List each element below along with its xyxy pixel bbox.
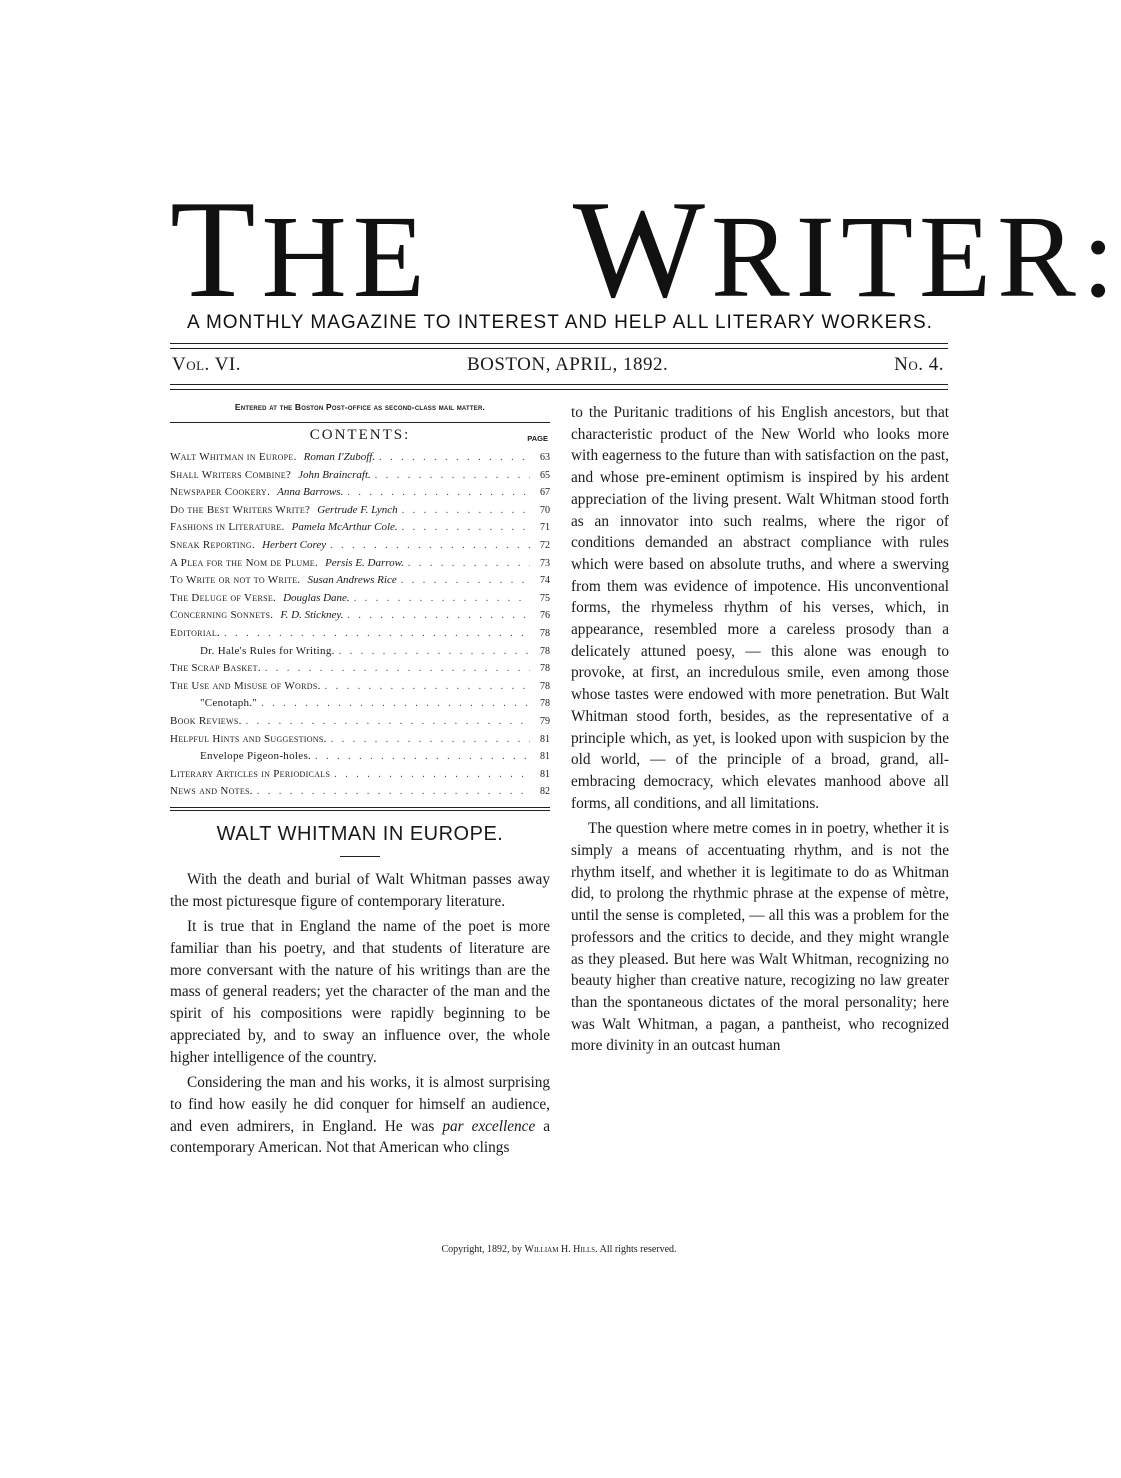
contents-entry-title: Envelope Pigeon-holes. <box>200 750 312 763</box>
contents-entry-author: Gertrude F. Lynch <box>317 503 398 516</box>
contents-entry-title: Concerning Sonnets. <box>170 609 274 622</box>
contents-header <box>170 427 550 449</box>
contents-entry-page: 78 <box>540 645 550 657</box>
contents-entry <box>170 607 550 625</box>
masthead-word-the: HE <box>261 191 431 322</box>
contents-entry-page: 72 <box>540 539 550 551</box>
copyright-notice <box>170 1244 948 1255</box>
article-paragraph: The question where metre comes in in poetry, whether it is simply a means of accentuating rhythm, and is not the rhythm itself, and whether it is legitimate to do as Whitman did, to prolong the rhythmic phrase at the expense of mètre, until the sense is completed, — all this was a problem for the professors and the critics to decide, and they might wrangle as they pleased. But here was Walt Whitman, recognizing no beauty higher than creative nature, recogizing no law greater than the spontaneous dictates of the moral personality; here was Walt Whitman, a pagan, a pantheist, who recognized more divinity in an outcast human <box>571 820 949 1055</box>
contents-entry-page: 78 <box>540 680 550 692</box>
contents-leader-dots <box>330 537 530 555</box>
contents-entry-author: Roman I'Zuboff. <box>303 451 376 463</box>
masthead-rule-top <box>170 343 948 344</box>
paragraph-text: a contemporary American. Not that American who clings <box>170 1117 550 1157</box>
article-title: WALT WHITMAN IN EUROPE. <box>216 822 504 845</box>
contents-entry-author: Susan Andrews Rice <box>307 574 397 587</box>
contents-entry-title: "Cenotaph." <box>200 697 258 710</box>
contents-entry-page: 79 <box>540 715 550 727</box>
contents-leader-dots <box>354 590 530 608</box>
contents-entry-title: Shall Writers Combine? <box>170 468 292 481</box>
contents-entry <box>170 625 550 643</box>
contents-entry-title: The Use and Misuse of Words. <box>170 679 321 692</box>
right-column <box>571 402 949 1057</box>
contents-entry <box>170 660 550 678</box>
contents-entry-author: F. D. Stickney. <box>280 609 344 622</box>
contents-bottom-rule <box>170 807 550 808</box>
issue-rule-bottom-thin <box>170 389 948 390</box>
contents-leader-dots <box>347 484 530 502</box>
article-paragraph: It is true that in England the name of the poet is more familiar than his poetry, and that students of literature are more conversant with the nature of his writings than are the mass of general readers; yet the character of the man and the spirit of his compositions were rapidly beginning to be appreciated by, and to sway an influence over, the whole higher intelligence of the country. <box>170 918 550 1066</box>
contents-entry-page: 71 <box>540 522 550 534</box>
contents-entry-page: 78 <box>540 627 550 639</box>
contents-entry-title: Editorial. <box>170 626 221 639</box>
contents-entry <box>170 467 550 485</box>
contents-entry <box>170 748 550 766</box>
contents-entry-page: 81 <box>540 733 550 745</box>
contents-leader-dots <box>401 572 530 590</box>
contents-leader-dots <box>265 660 530 678</box>
contents-entry-title: Walt Whitman in Europe. <box>170 451 297 463</box>
contents-entry-title: Dr. Hale's Rules for Writing. <box>200 644 335 657</box>
contents-leader-dots <box>375 467 530 485</box>
contents-leader-dots <box>402 502 530 520</box>
paragraph-italic-phrase: par excellence <box>442 1117 536 1135</box>
contents-entry-title: A Plea for the Nom de Plume. <box>170 556 319 569</box>
contents-entry-page: 78 <box>540 663 550 675</box>
article-paragraph <box>170 1072 550 1159</box>
contents-entry-title: Book Reviews. <box>170 714 242 727</box>
contents-entry-page: 67 <box>540 487 550 499</box>
contents-entry <box>170 555 550 573</box>
contents-entry-title: News and Notes. <box>170 785 253 798</box>
masthead-rule-top-thin <box>170 348 948 349</box>
contents-leader-dots <box>224 625 530 643</box>
contents-page-label: PAGE <box>527 434 548 443</box>
left-column <box>170 402 550 1159</box>
contents-entry-page: 63 <box>540 452 550 463</box>
contents-entry-title: The Deluge of Verse. <box>170 591 277 604</box>
contents-entry-page: 74 <box>540 575 550 587</box>
contents-entry <box>170 695 550 713</box>
contents-heading: CONTENTS: <box>309 427 411 443</box>
article-paragraph: to the Puritanic traditions of his English ancestors, but that characteristic product of the New World who looks more with eagerness to the future than with satisfaction on the past, and whose pre-eminent optimism is inspired by his ardent appreciation of the living present. Walt Whitman stood forth as an innovator into such realms, where the rigor of conditions demanded an abstract compliance with rules which were based on absolute truths, and where a swerving from them was evidence of impotence. His unconventional forms, the rhymeless rhythm of his verses, which, in appearance, resembled more a careless prosody than a delicately attuned poesy, — this alone was enough to provoke, at first, an incredulous smile, even among those whose tastes were endowed with more penetration. But Walt Whitman stood forth, besides, as the representative of a principle which, as yet, is looked upon with suspicion by the old world, — of the principle of a broad, grand, all-embracing democracy, which elevates manhood above all forms, all conditions, and all limitations. <box>571 404 949 812</box>
contents-entry-page: 75 <box>540 592 550 604</box>
contents-entry <box>170 783 550 801</box>
entered-notice: Entered at the Boston Post-office as second-class mail matter. <box>234 402 486 412</box>
contents-entry-title: Do the Best Writers Write? <box>170 503 311 516</box>
contents-entry-title: To Write or not to Write. <box>170 574 301 587</box>
contents-leader-dots <box>379 449 530 467</box>
contents-entry <box>170 484 550 502</box>
contents-entry-author: Anna Barrows. <box>277 486 344 499</box>
contents-entry-author: Herbert Corey <box>262 538 327 551</box>
masthead-word-writer: RITER: <box>710 191 1121 322</box>
contents-entry <box>170 713 550 731</box>
contents-entry-page: 70 <box>540 504 550 516</box>
contents-bottom-rule-thin <box>170 810 550 811</box>
contents-entry-page: 76 <box>540 610 550 622</box>
article-title-separator <box>340 856 380 857</box>
masthead-initial-w: W <box>572 172 711 327</box>
contents-entry-author: Pamela McArthur Cole. <box>291 521 398 534</box>
contents-leader-dots <box>246 713 530 731</box>
contents-leader-dots <box>325 678 530 696</box>
contents-entry-page: 78 <box>540 698 550 710</box>
contents-leader-dots <box>339 643 530 661</box>
article-paragraph: With the death and burial of Walt Whitman passes away the most picturesque figure of contemporary literature. <box>170 870 550 910</box>
copyright-text: Copyright, 1892, by <box>441 1244 525 1255</box>
contents-list <box>170 449 550 801</box>
contents-entry <box>170 537 550 555</box>
contents-entry-author: Douglas Dane. <box>283 591 350 604</box>
contents-top-rule <box>170 422 550 423</box>
contents-entry-title: The Scrap Basket. <box>170 662 261 675</box>
contents-entry-title: Sneak Reporting. <box>170 538 256 551</box>
contents-entry <box>170 519 550 537</box>
contents-entry <box>170 766 550 784</box>
issue-volume: Vol. VI. <box>172 354 242 375</box>
masthead-subtitle: A MONTHLY MAGAZINE TO INTEREST AND HELP ALL LITERARY WORKERS. <box>187 312 933 333</box>
contents-entry-title: Literary Articles in Periodicals <box>170 767 331 780</box>
contents-leader-dots <box>402 519 530 537</box>
contents-leader-dots <box>347 607 530 625</box>
contents-entry-author: John Braincraft. <box>298 468 371 481</box>
contents-entry-page: 81 <box>540 768 550 780</box>
contents-leader-dots <box>408 555 530 573</box>
contents-entry <box>170 590 550 608</box>
contents-entry-title: Helpful Hints and Suggestions. <box>170 732 327 745</box>
contents-entry-title: Newspaper Cookery. <box>170 486 271 499</box>
contents-entry <box>170 731 550 749</box>
contents-leader-dots <box>334 766 530 784</box>
contents-leader-dots <box>315 748 530 766</box>
contents-entry-page: 81 <box>540 751 550 763</box>
copyright-holder: William H. Hills. <box>524 1244 598 1255</box>
issue-number: No. 4. <box>894 354 944 375</box>
contents-entry <box>170 572 550 590</box>
contents-entry <box>170 643 550 661</box>
contents-entry-page: 73 <box>540 557 550 569</box>
contents-leader-dots <box>261 695 530 713</box>
issue-place-date: BOSTON, APRIL, 1892. <box>466 354 669 375</box>
contents-leader-dots <box>257 783 530 801</box>
contents-entry-page: 82 <box>540 786 550 798</box>
contents-entry <box>170 502 550 520</box>
paragraph-text: Considering the man and his works, it is almost surprising to find how easily he did conquer for himself an audience, and even admirers, in England. He was <box>170 1074 550 1135</box>
contents-leader-dots <box>331 731 530 749</box>
contents-entry-author: Persis E. Darrow. <box>325 556 404 569</box>
contents-entry-page: 65 <box>540 469 550 481</box>
copyright-text: All rights reserved. <box>597 1244 677 1255</box>
contents-entry <box>170 678 550 696</box>
issue-line <box>172 354 944 380</box>
masthead-initial-t: T <box>170 172 262 327</box>
contents-entry-title: Fashions in Literature. <box>170 521 285 534</box>
issue-rule-bottom <box>170 384 948 385</box>
contents-entry <box>170 449 550 467</box>
